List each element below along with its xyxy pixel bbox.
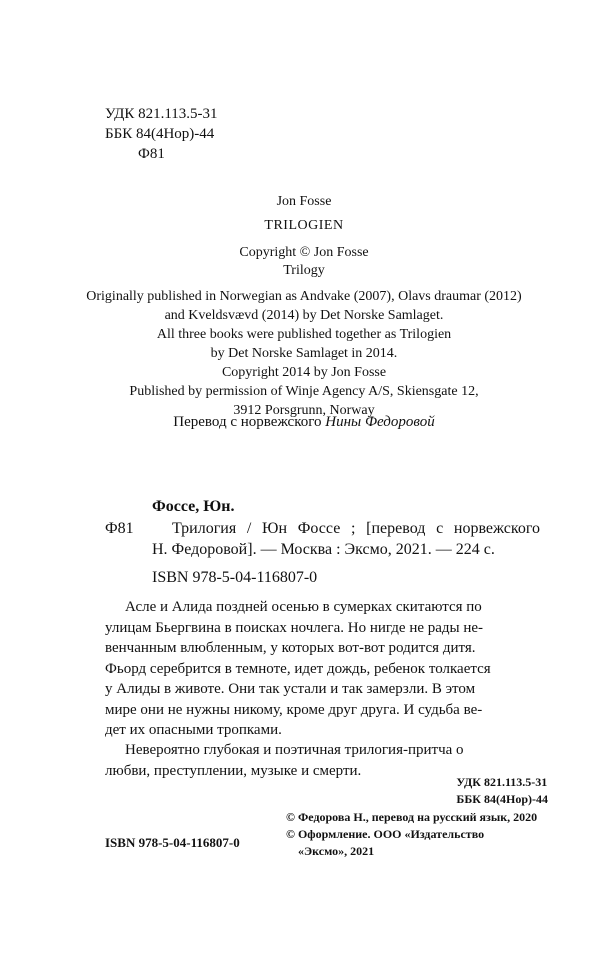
catalog-mark: Ф81 xyxy=(105,520,134,537)
annotation-line: Невероятно глубокая и поэтичная трилогия-притча о xyxy=(125,742,464,758)
publication-block xyxy=(0,287,608,420)
annotation-line: любви, преступлении, музыке и смерти. xyxy=(105,762,362,779)
annotation-paragraph-1 xyxy=(105,597,539,741)
original-title: TRILOGIEN xyxy=(264,218,344,233)
catalog-author-heading: Фоссе, Юн. xyxy=(152,498,235,515)
footer-bbk-code: ББК 84(4Нор)-44 xyxy=(456,792,548,806)
annotation-line: Асле и Алида поздней осенью в сумерках скитаются по xyxy=(125,599,482,615)
bottom-isbn: ISBN 978-5-04-116807-0 xyxy=(105,835,240,850)
publication-line: and Kveldsvævd (2014) by Det Norske Samlaget. xyxy=(164,308,444,323)
publication-line: All three books were published together as Trilogien xyxy=(156,327,452,342)
catalog-description-1: Трилогия / Юн Фоссе ; [перевод с норвежского xyxy=(172,520,540,537)
publication-line: Published by permission of Winje Agency A/S, Skiensgate 12, xyxy=(129,384,479,399)
footer-udk-code: УДК 821.113.5-31 xyxy=(456,775,548,789)
annotation-line: у Алиды в животе. Они так устали и так замерзли. В этом xyxy=(105,681,476,697)
publication-line: 3912 Porsgrunn, Norway xyxy=(233,403,375,418)
udk-code: УДК 821.113.5-31 xyxy=(105,106,218,122)
copyright-publisher: «Эксмо», 2021 xyxy=(298,844,375,858)
translator-name: Нины Федоровой xyxy=(325,414,435,430)
publication-line: by Det Norske Samlaget in 2014. xyxy=(210,346,398,361)
annotation-line: Фьорд серебрится в темноте, идет дождь, ребенок толкается xyxy=(105,660,491,677)
original-author: Jon Fosse xyxy=(276,194,332,209)
copyright-design: © Оформление. ООО «Издательство xyxy=(286,827,485,841)
author-mark: Ф81 xyxy=(138,146,165,162)
catalog-isbn: ISBN 978-5-04-116807-0 xyxy=(152,569,318,586)
copyright-block xyxy=(286,809,537,860)
copyright-translation: © Федорова Н., перевод на русский язык, 2020 xyxy=(286,810,538,824)
annotation-line: улицам Бьергвина в поисках ночлега. Но нигде не рады не- xyxy=(105,619,484,636)
annotation-line: венчанным влюбленным, у которых вот-вот родится дитя. xyxy=(105,640,476,656)
annotation-line: дет их опасными тропками. xyxy=(105,722,282,738)
publication-line: Copyright 2014 by Jon Fosse xyxy=(221,365,387,380)
footer-codes xyxy=(456,774,548,808)
original-english-title: Trilogy xyxy=(283,263,325,278)
translation-credit xyxy=(0,412,608,432)
annotation-line: мире они не нужны никому, кроме друг друга. И судьба ве- xyxy=(105,701,483,718)
bbk-code: ББК 84(4Нор)-44 xyxy=(105,126,215,142)
translation-prefix: Перевод с норвежского xyxy=(173,414,322,430)
copyright-line: Copyright © Jon Fosse xyxy=(239,245,369,260)
publication-line: Originally published in Norwegian as Andvake (2007), Olavs draumar (2012) xyxy=(86,289,522,304)
catalog-description-2: Н. Федоровой]. — Москва : Эксмо, 2021. — 224 с. xyxy=(152,541,495,558)
